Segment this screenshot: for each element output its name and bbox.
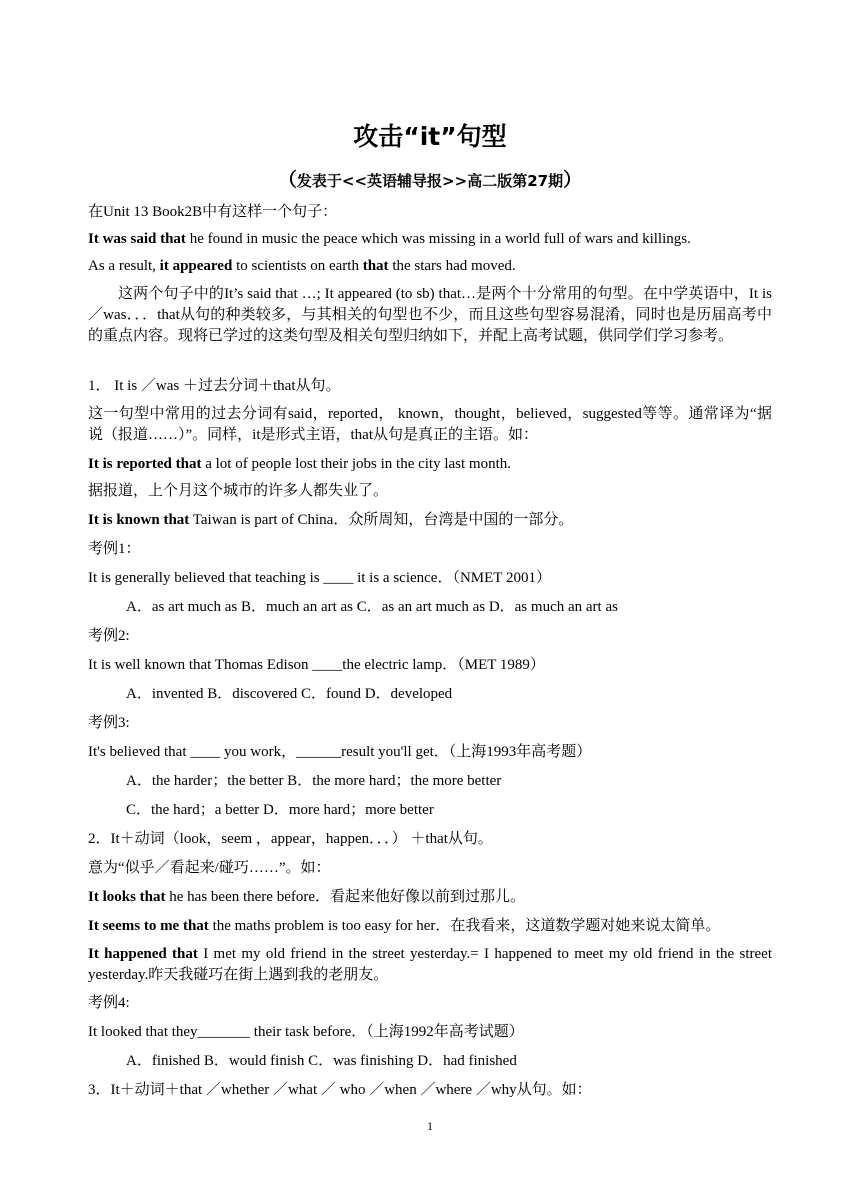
section-2-heading: 2．It＋动词（look，seem ，appear，happen．．．） ＋that从句。	[88, 831, 493, 847]
example-a-bold: It was said that	[88, 231, 186, 247]
section-1-example-1-translation: 据报道，上个月这个城市的许多人都失业了。	[88, 483, 389, 499]
section-2-example-3-text: I met my old friend in the street yesterday.= I happened to meet my old friend in the street yesterday.昨天我碰巧在街上遇到我的老朋友。	[88, 946, 772, 983]
example-b-bold-1: it appeared	[159, 258, 233, 274]
example-sentence-a	[88, 229, 772, 249]
section-2-example-1-bold: It looks that	[88, 889, 166, 905]
example-sentence-b	[88, 256, 772, 276]
page-number: 1	[427, 1119, 433, 1133]
exam-example-1-options: A．as art much as B．much an art as C．as an art much as D．as much an art as	[126, 599, 618, 615]
subtitle-open-paren: （	[277, 169, 297, 191]
intro-paragraph: 这两个句子中的It’s said that …; It appeared (to sb) that…是两个十分常用的句型。在中学英语中，It is ／was．．．that从句的种类较多，与其相关的句型也不少，而且这些句型容易混淆，同时也是历届高考中的重点内容。现将已学过的这类句型及相关句型归纳如下，并配上高考试题，供同学们学习参考。	[88, 286, 772, 344]
section-1-description: 这一句型中常用的过去分词有said，reported， known，thought，believed，suggested等等。通常译为“据说（报道……）”。同样，it是形式主语，that从句是真正的主语。如：	[88, 406, 772, 443]
exam-example-2-options: A．invented B．discovered C．found D．developed	[126, 686, 453, 702]
section-1-example-2-bold: It is known that	[88, 512, 190, 528]
section-1-example-1	[88, 454, 772, 474]
section-2-example-2-bold: It seems to me that	[88, 918, 209, 934]
section-1-example-1-text: a lot of people lost their jobs in the city last month.	[201, 456, 512, 472]
section-1-example-2	[88, 510, 772, 530]
exam-example-4-question: It looked that they_______ their task before．（上海1992年高考试题）	[88, 1024, 524, 1040]
exam-example-3-options-2: C．the hard；a better D．more hard；more better	[126, 802, 434, 818]
section-2-example-3-bold: It happened that	[88, 946, 198, 962]
section-1-example-2-text: Taiwan is part of China．众所周知，台湾是中国的一部分。	[189, 512, 574, 528]
exam-example-3-label: 考例3:	[88, 715, 130, 731]
example-a-text: he found in music the peace which was missing in a world full of wars and killings.	[185, 231, 691, 247]
section-3-heading: 3．It＋动词＋that ／whether ／what ／ who ／when ／where ／why从句。如：	[88, 1082, 592, 1098]
intro-line: 在Unit 13 Book2B中有这样一个句子：	[88, 204, 338, 220]
example-b-text: the stars had moved.	[388, 258, 516, 274]
exam-example-1-question: It is generally believed that teaching is ____ it is a science．（NMET 2001）	[88, 570, 551, 586]
exam-example-3-question: It's believed that ____ you work，______result you'll get．（上海1993年高考题）	[88, 744, 592, 760]
example-b-mid: to scientists on earth	[232, 258, 363, 274]
page-subtitle	[0, 168, 860, 193]
exam-example-2-label: 考例2:	[88, 628, 130, 644]
example-b-pre: As a result,	[88, 258, 160, 274]
exam-example-4-options: A．finished B．would finish C．was finishing D．had finished	[126, 1053, 517, 1069]
section-1-heading: 1． It is ／was ＋过去分词＋that从句。	[88, 378, 341, 394]
exam-example-4-label: 考例4:	[88, 995, 130, 1011]
exam-example-1-label: 考例1：	[88, 541, 141, 557]
example-b-bold-2: that	[362, 258, 389, 274]
exam-example-3-options-1: A．the harder；the better B．the more hard；the more better	[126, 773, 502, 789]
page-title: 攻击“it”句型	[353, 122, 507, 151]
section-2-example-1	[88, 887, 772, 907]
section-2-example-2-text: the maths problem is too easy for her．在我看来，这道数学题对她来说太简单。	[208, 918, 721, 934]
exam-example-2-question: It is well known that Thomas Edison ____the electric lamp．（MET 1989）	[88, 657, 545, 673]
section-2-example-3	[88, 944, 772, 986]
subtitle-text: 发表于<<英语辅导报>>高二版第27期	[296, 172, 564, 190]
section-2-description: 意为“似乎／看起来/碰巧……”。如：	[88, 860, 331, 876]
subtitle-close-paren: ）	[563, 169, 583, 191]
section-2-example-2	[88, 916, 772, 936]
section-1-example-1-bold: It is reported that	[88, 456, 202, 472]
section-2-example-1-text: he has been there before．看起来他好像以前到过那儿。	[165, 889, 526, 905]
